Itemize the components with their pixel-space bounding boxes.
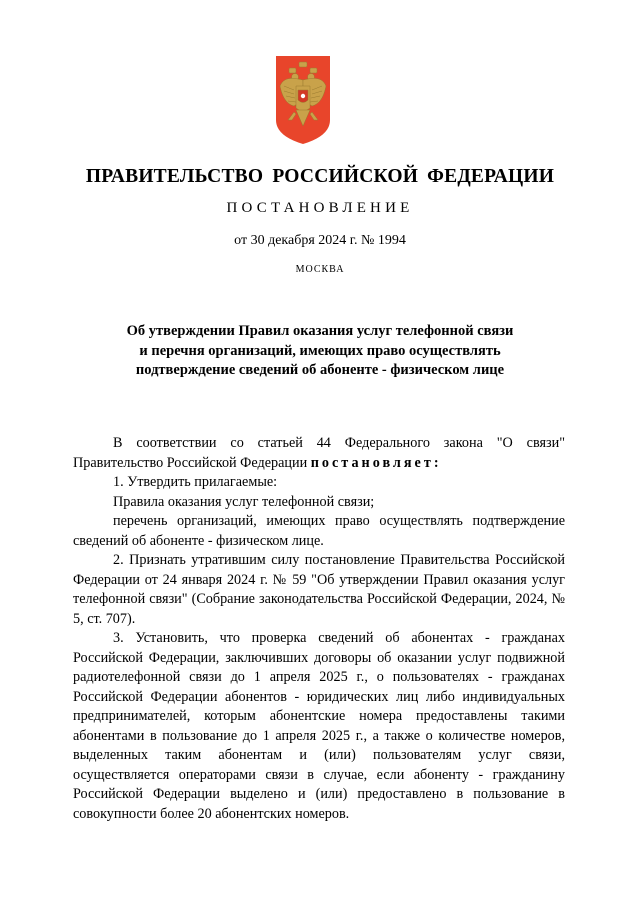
document-city: МОСКВА xyxy=(295,264,345,275)
title-line-3: подтверждение сведений об абоненте - физическом лице xyxy=(135,362,505,378)
government-title: ПРАВИТЕЛЬСТВО РОССИЙСКОЙ ФЕДЕРАЦИИ xyxy=(85,166,555,187)
item-1-paragraph: 1. Утвердить прилагаемые: xyxy=(113,474,278,490)
coat-of-arms-emblem-icon xyxy=(276,56,330,144)
document-subject-title xyxy=(80,322,560,381)
preamble-paragraph xyxy=(73,434,565,473)
item-3-paragraph: 3. Установить, что проверка сведений об абонентах - гражданах Российской Федерации, заключивших договоры об оказании услуг подвижной радиотелефонной связи до 1 апреля 2025 г., о пользователях - гражданах Российской Федерации абонентов - юридических лиц либо индивидуальных предпринимателей, которым абонентские номера предоставлены такими абонентами в пользование до 1 апреля 2025 г., а также о количестве номеров, выделенных таким абонентам и (или) пользователям услуг связи, осуществляется операторами связи в случае, если абоненту - гражданину Российской Федерации выделено и (или) предоставлено в пользование в совокупности более 20 абонентских номеров. xyxy=(73,630,565,822)
document-body xyxy=(73,434,565,824)
item-1-b-paragraph: перечень организаций, имеющих право осуществлять подтверждение сведений об абоненте - физическом лице. xyxy=(73,513,565,549)
item-1-a-paragraph: Правила оказания услуг телефонной связи; xyxy=(113,493,375,510)
title-line-2: и перечня организаций, имеющих право осуществлять xyxy=(139,342,501,359)
document-date-number: от 30 декабря 2024 г. № 1994 xyxy=(234,233,406,248)
document-type: ПОСТАНОВЛЕНИЕ xyxy=(226,200,414,216)
preamble-text: В соответствии со статьей 44 Федерального закона "О связи" Правительство Российской Федерации xyxy=(73,435,565,471)
decree-word: постановляет: xyxy=(310,454,442,471)
item-2-paragraph: 2. Признать утратившим силу постановление Правительства Российской Федерации от 24 января 2024 г. № 59 "Об утверждении Правил оказания услуг телефонной связи" (Собрание законодательства Российской Федерации, 2024, № 5, ст. 707). xyxy=(73,552,565,627)
title-line-1: Об утверждении Правил оказания услуг телефонной связи xyxy=(126,323,514,339)
